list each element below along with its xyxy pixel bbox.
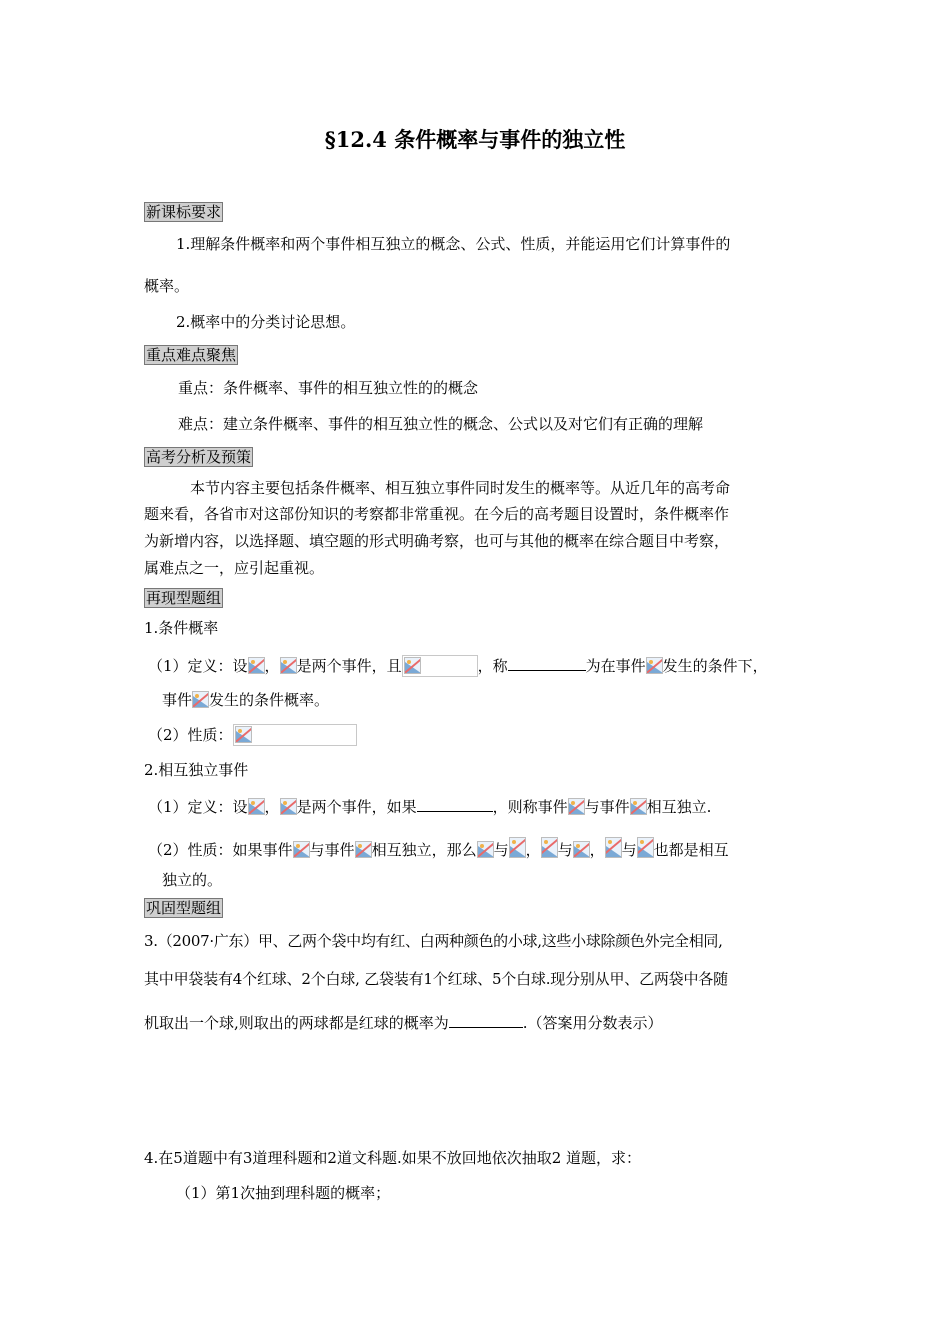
answer-blank	[508, 656, 586, 671]
q2-prop-text-b: 与事件	[309, 841, 355, 859]
q1-def-text-e: 为在事件	[585, 657, 646, 675]
q2-prop-text-g: ，	[589, 841, 605, 859]
requirement-item-1-cont: 概率。	[144, 277, 190, 295]
q3-text-b: .（答案用分数表示）	[522, 1014, 663, 1032]
q2-def-text-d: ，则称事件	[492, 798, 568, 816]
formula-image-icon	[280, 657, 297, 674]
q2-def-text-f: 相互独立.	[646, 798, 712, 816]
question-2-property-cont: 独立的。	[162, 871, 223, 889]
section-header-focus: 重点难点聚焦	[146, 346, 237, 364]
question-2-property	[148, 837, 729, 860]
q1-def-text-f: 发生的条件下，	[662, 657, 768, 675]
analysis-line-3: 为新增内容，以选择题、填空题的形式明确考察，也可与其他的概率在综合题目中考察，	[144, 532, 730, 550]
requirement-item-2: 2.概率中的分类讨论思想。	[176, 313, 356, 331]
formula-image-icon	[637, 837, 654, 858]
formula-image-box	[233, 724, 357, 746]
q2-prop-text-d: 与	[493, 841, 509, 859]
question-4-line-2: （1）第1次抽到理科题的概率；	[176, 1184, 391, 1202]
formula-image-icon	[235, 726, 252, 743]
question-2-title: 2.相互独立事件	[144, 761, 249, 779]
formula-image-icon	[355, 841, 372, 858]
q2-prop-text-i: 也都是相互	[653, 841, 729, 859]
formula-image-icon	[541, 837, 558, 858]
question-1-definition	[148, 655, 768, 677]
question-4-line-1: 4.在5道题中有3道理科题和2道文科题.如果不放回地依次抽取2 道题，求：	[144, 1149, 642, 1167]
formula-image-icon	[477, 841, 494, 858]
formula-image-icon	[605, 837, 622, 858]
section-header-review: 再现型题组	[146, 589, 222, 607]
requirement-item-1: 1.理解条件概率和两个事件相互独立的概念、公式、性质，并能运用它们计算事件的	[176, 235, 731, 253]
section-header-analysis: 高考分析及预策	[146, 448, 252, 466]
question-3-line-2: 其中甲袋装有4个红球、2个白球, 乙袋装有1个红球、5个白球.现分别从甲、乙两袋中各随	[144, 970, 728, 988]
answer-blank	[417, 797, 493, 812]
formula-image-icon	[646, 657, 663, 674]
q2-prop-text-e: ，	[525, 841, 541, 859]
question-1-property	[148, 724, 357, 746]
formula-image-icon	[248, 657, 265, 674]
q2-prop-text-c: 相互独立，那么	[371, 841, 477, 859]
q2-prop-text-h: 与	[621, 841, 637, 859]
formula-image-icon	[192, 691, 209, 708]
question-3-line-1: 3.（2007·广东）甲、乙两个袋中均有红、白两种颜色的小球,这些小球除颜色外完全相同,	[144, 932, 723, 950]
question-1-definition-cont	[162, 690, 329, 710]
answer-blank	[449, 1013, 523, 1028]
q2-def-text-c: 是两个事件，如果	[296, 798, 417, 816]
q1-def-text-d: ，称	[477, 657, 508, 675]
q1-def2-text-a: 事件	[162, 691, 193, 709]
q2-prop-text-f: 与	[557, 841, 573, 859]
q1-def-text-a: （1）定义：设	[148, 657, 248, 675]
section-header-consolidate: 巩固型题组	[146, 899, 222, 917]
q2-prop-text-a: （2）性质：如果事件	[148, 841, 293, 859]
page-title: §12.4 条件概率与事件的独立性	[324, 127, 626, 152]
q2-def-text-b: ，	[264, 798, 280, 816]
formula-image-icon	[630, 798, 647, 815]
formula-image-icon	[248, 798, 265, 815]
focus-difficult-point: 难点：建立条件概率、事件的相互独立性的概念、公式以及对它们有正确的理解	[178, 415, 704, 433]
q1-def-text-b: ，	[264, 657, 280, 675]
q1-prop-text: （2）性质：	[148, 726, 233, 744]
formula-image-icon	[404, 657, 421, 674]
question-1-title: 1.条件概率	[144, 619, 219, 637]
formula-image-icon	[509, 837, 526, 858]
focus-key-point: 重点：条件概率、事件的相互独立性的的概念	[178, 379, 479, 397]
q2-def-text-a: （1）定义：设	[148, 798, 248, 816]
question-2-definition	[148, 797, 711, 817]
formula-image-icon	[293, 841, 310, 858]
analysis-line-1: 本节内容主要包括条件概率、相互独立事件同时发生的概率等。从近几年的高考命	[190, 479, 731, 497]
q1-def2-text-b: 发生的条件概率。	[209, 691, 330, 709]
formula-image-icon	[568, 798, 585, 815]
q3-text-a: 机取出一个球,则取出的两球都是红球的概率为	[144, 1014, 449, 1032]
analysis-line-4: 属难点之一，应引起重视。	[144, 559, 325, 577]
question-3-line-3	[144, 1013, 663, 1033]
q2-def-text-e: 与事件	[584, 798, 630, 816]
section-header-requirements: 新课标要求	[146, 203, 222, 221]
formula-image-box	[402, 655, 478, 677]
formula-image-icon	[280, 798, 297, 815]
formula-image-icon	[573, 841, 590, 858]
q1-def-text-c: 是两个事件，且	[296, 657, 402, 675]
analysis-line-2: 题来看，各省市对这部份知识的考察都非常重视。在今后的高考题目设置时，条件概率作	[144, 505, 730, 523]
